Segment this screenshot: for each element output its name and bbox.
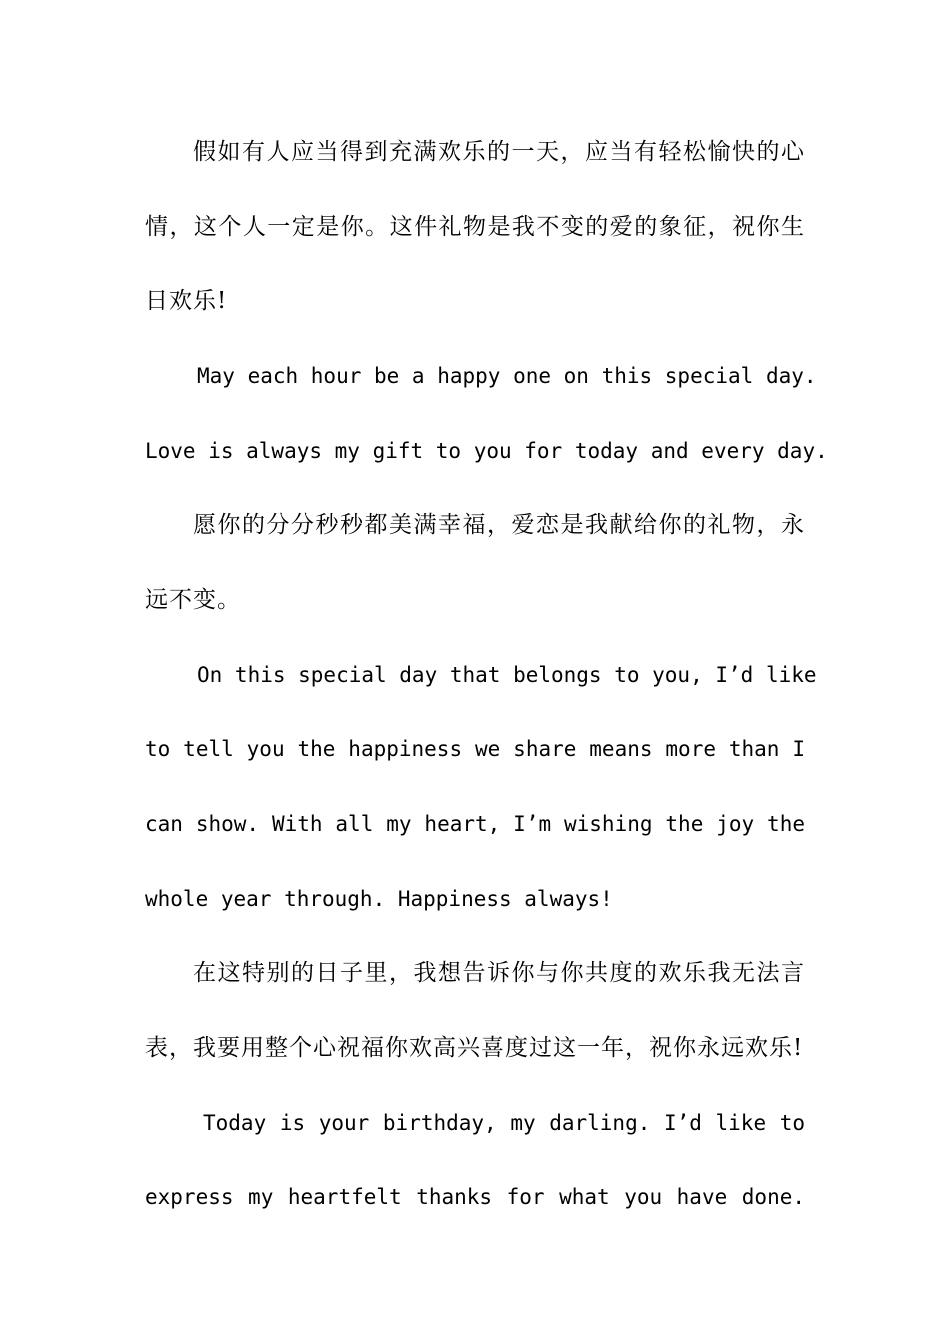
- paragraph-4-line-3: can show. With all my heart, I’m wishing the joy the: [145, 812, 805, 836]
- paragraph-3-line-2: 远不变。: [145, 587, 241, 613]
- paragraph-4-line-2: to tell you the happiness we share means more than I: [145, 737, 805, 761]
- paragraph-5-line-1: 在这特别的日子里，我想告诉你与你共度的欢乐我无法言: [193, 960, 805, 986]
- paragraph-2-line-1: May each hour be a happy one on this special day.: [197, 364, 817, 388]
- paragraph-1-line-1: 假如有人应当得到充满欢乐的一天，应当有轻松愉快的心: [193, 139, 805, 165]
- paragraph-4-line-1: On this special day that belongs to you, I’d like: [197, 663, 817, 687]
- paragraph-4-line-4: whole year through. Happiness always!: [145, 887, 613, 911]
- paragraph-3-line-1: 愿你的分分秒秒都美满幸福，爱恋是我献给你的礼物，永: [193, 512, 805, 538]
- paragraph-5-line-2: 表，我要用整个心祝福你欢高兴喜度过这一年，祝你永远欢乐!: [145, 1035, 804, 1061]
- paragraph-6-line-2: express my heartfelt thanks for what you have done.: [145, 1185, 805, 1209]
- paragraph-1-line-2: 情，这个人一定是你。这件礼物是我不变的爱的象征，祝你生: [145, 214, 805, 240]
- paragraph-1-line-3: 日欢乐!: [145, 288, 228, 314]
- paragraph-2-line-2: Love is always my gift to you for today and every day.: [145, 439, 828, 463]
- paragraph-6-line-1: Today is your birthday, my darling. I’d like to: [203, 1111, 805, 1135]
